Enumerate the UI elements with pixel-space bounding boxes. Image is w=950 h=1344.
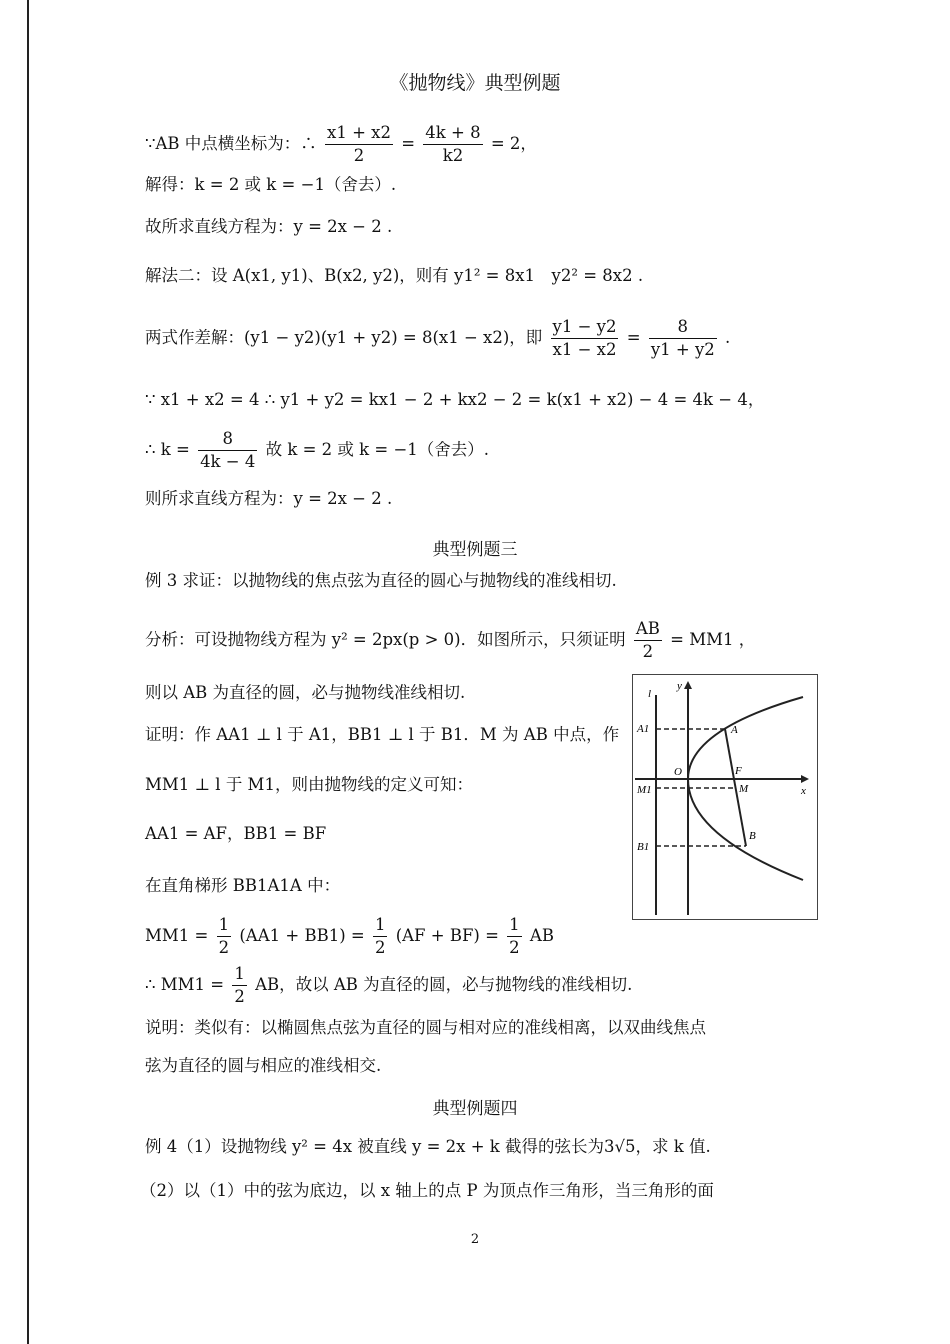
label-b1: B1 [637,841,650,853]
method2-k-line [145,428,489,473]
proof-line-6 [145,963,632,1008]
label-b: B [749,830,756,842]
note-line-2: 弦为直径的圆与相应的准线相交. [145,1056,382,1075]
analysis-continued: 则以 AB 为直径的圆，必与抛物线准线相切. [145,683,466,702]
proof6-end: AB，故以 AB 为直径的圆，必与抛物线的准线相切. [255,975,633,994]
note-line-1: 说明：类似有：以椭圆焦点弦为直径的圆与相对应的准线相离，以双曲线焦点 [145,1018,706,1037]
parabola-figure [632,674,818,920]
label-m1: M1 [637,784,652,796]
example3-analysis-line [145,618,755,663]
page-number: 2 [470,1232,480,1247]
parabola-diagram [633,675,817,919]
solve-line: 解得：k = 2 或 k = −1（舍去）. [145,175,397,194]
analysis-prefix: 分析：可设抛物线方程为 y² = 2px(p > 0)．如图所示，只须证明 [145,630,626,649]
result-line: 故所求直线方程为：y = 2x − 2 . [145,217,393,236]
fraction-denominator: y1 + y2 [650,340,715,359]
fraction-numerator: AB [635,619,660,638]
fraction-ab-half [634,618,662,663]
midpoint-suffix: = 2， [490,134,537,153]
fraction-numerator: 8 [677,317,689,336]
example3-heading: 典型例题三 [432,540,518,560]
label-f: F [735,765,742,777]
label-m: M [739,783,749,795]
proof-line-3: AA1 = AF，BB1 = BF [145,824,327,843]
midpoint-prefix: ∵AB 中点横坐标为：∴ [145,134,317,153]
label-y: y [677,680,682,692]
fraction-slope [551,316,619,361]
label-x: x [801,785,806,797]
page-margin-line [27,0,29,1344]
fraction-half: $\frac{1}{2}$ [218,915,230,957]
midpoint-line: ∵AB 中点横坐标为：∴ $\frac{x1 + x2}{2}$ = $\frac{4k + 8}{k2}$ = 2， [145,123,537,165]
fraction-half: $\frac{1}{2}$ [509,915,520,957]
page-title: 《抛物线》典型例题 [389,72,561,94]
diff-prefix: 两式作差解：(y1 − y2)(y1 + y2) = 8(x1 − x2)，即 [145,328,543,347]
proof-line-4: 在直角梯形 BB1A1A 中： [145,876,341,895]
proof5-lhs: MM1 = [145,926,209,945]
fraction-numerator: 8 [222,429,233,448]
label-l: l [648,688,652,700]
method2-set-line: 解法二：设 A(x1, y1)、B(x2, y2)，则有 y1² = 8x1 y2² = 8x2 . [145,266,644,285]
fraction-half: $\frac{1}{2}$ [374,915,386,957]
label-a1: A1 [637,723,650,735]
proof-line-1: 证明：作 AA1 ⊥ l 于 A1，BB1 ⊥ l 于 B1．M 为 AB 中点，作 [145,725,620,744]
fraction-denominator: 2 [634,640,662,663]
analysis-suffix: = MM1 ， [670,630,756,649]
example3-statement: 例 3 求证：以抛物线的焦点弦为直径的圆心与抛物线的准线相切. [145,571,617,590]
example4-question-1: 例 4（1）设抛物线 y² = 4x 被直线 y = 2x + k 截得的弦长为3√5，求 k 值. [145,1137,711,1156]
x-axis-arrow [801,775,809,783]
fraction-denominator: 4k − 4 [200,452,256,471]
example4-heading: 典型例题四 [432,1099,518,1119]
method2-result-line: 则所求直线方程为：y = 2x − 2 . [145,489,393,508]
fraction-k [423,122,482,167]
fraction-numerator: 4k + 8 [425,123,481,142]
method2-diff-line: 两式作差解：(y1 − y2)(y1 + y2) = 8(x1 − x2)，即 $\frac{y1 - y2}{x1 - x2}$ = $\frac{8}{y1 + y2}$ . [145,317,731,359]
method2-sum-line: ∵ x1 + x2 = 4 ∴ y1 + y2 = kx1 − 2 + kx2 − 2 = k(x1 + x2) − 4 = 4k − 4， [145,390,765,409]
proof5-mid2: (AF + BF) = [395,926,499,945]
example4-question-2: （2）以（1）中的弦为底边，以 x 轴上的点 P 为顶点作三角形，当三角形的面 [140,1181,714,1200]
fraction-numerator: x1 + x2 [327,123,391,142]
label-o: O [674,766,682,778]
fraction-denominator: x1 − x2 [551,338,619,361]
label-a: A [731,724,738,736]
k-suffix: 故 k = 2 或 k = −1（舍去）. [265,440,490,459]
k-prefix: ∴ k = [145,440,190,459]
proof5-end: AB [529,926,554,945]
proof-line-2: MM1 ⊥ l 于 M1，则由抛物线的定义可知： [145,775,473,794]
fraction-k-value [198,428,257,473]
proof5-mid: (AA1 + BB1) = [239,926,365,945]
fraction-denominator: 2 [325,144,393,167]
y-axis-arrow [684,681,692,689]
fraction-half: $\frac{1}{2}$ [234,964,245,1006]
fraction-eight [649,316,717,361]
fraction-denominator: k2 [423,144,482,167]
fraction-x-sum [325,122,393,167]
proof6-lhs: ∴ MM1 = [145,975,225,994]
fraction-numerator: y1 − y2 [552,317,617,336]
proof-line-5 [145,914,554,959]
